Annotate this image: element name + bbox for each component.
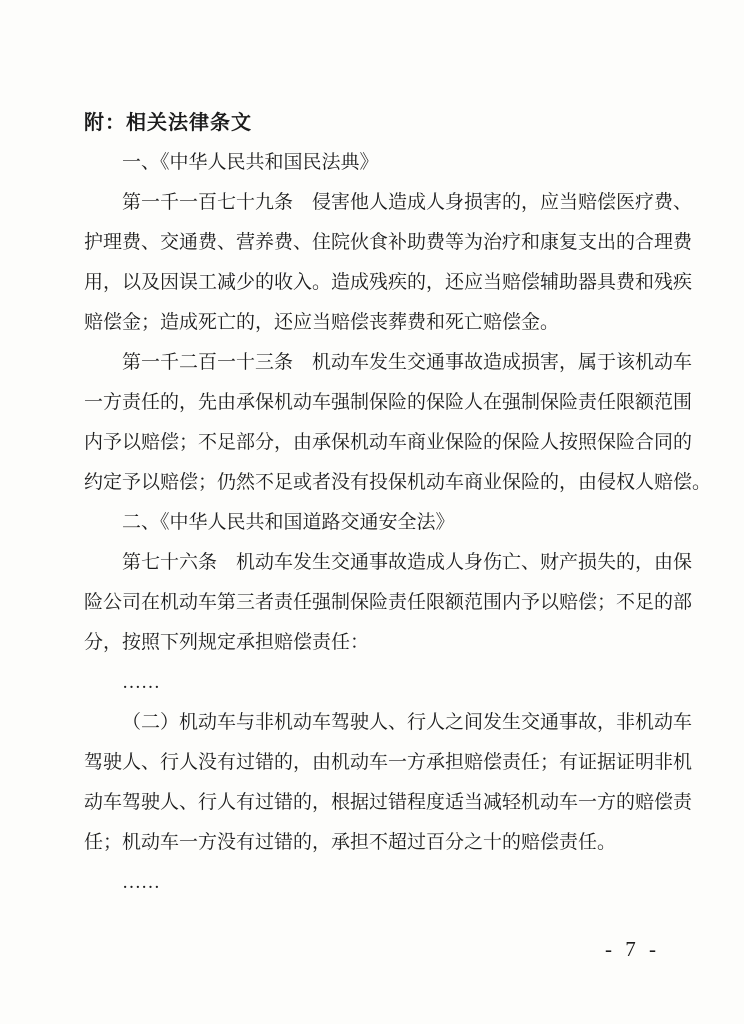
document-line: 一方责任的，先由承保机动车强制保险的保险人在强制保险责任限额范围 [84,392,693,413]
document-line-article76: 第七十六条 机动车发生交通事故造成人身伤亡、财产损失的，由保 [122,552,693,573]
attachment-heading: 附：相关法律条文 [84,112,252,134]
document-line-law1-title: 一、《中华人民共和国民法典》 [122,152,379,173]
document-line: 内予以赔偿；不足部分，由承保机动车商业保险的保险人按照保险合同的 [84,432,693,453]
document-line: 分，按照下列规定承担赔偿责任： [84,632,370,653]
document-line: 驾驶人、行人没有过错的，由机动车一方承担赔偿责任；有证据证明非机 [84,752,693,773]
document-line-ellipsis: …… [122,672,160,693]
document-line: 护理费、交通费、营养费、住院伙食补助费等为治疗和康复支出的合理费 [84,232,693,253]
document-line: 动车驾驶人、行人有过错的，根据过错程度适当减轻机动车一方的赔偿责 [84,792,693,813]
document-line: 任；机动车一方没有过错的，承担不超过百分之十的赔偿责任。 [84,832,617,853]
document-line-law2-title: 二、《中华人民共和国道路交通安全法》 [122,512,455,533]
page-number: - 7 - [605,937,660,961]
document-line: 赔偿金；造成死亡的，还应当赔偿丧葬费和死亡赔偿金。 [84,312,560,333]
document-line-article1213: 第一千二百一十三条 机动车发生交通事故造成损害，属于该机动车 [122,352,693,373]
document-line: 险公司在机动车第三者责任强制保险责任限额范围内予以赔偿；不足的部 [84,592,693,613]
document-line-ellipsis: …… [122,872,160,893]
document-line-article1179: 第一千一百七十九条 侵害他人造成人身损害的，应当赔偿医疗费、 [122,192,693,213]
page-content [84,103,724,903]
document-line-item2: （二）机动车与非机动车驾驶人、行人之间发生交通事故，非机动车 [122,712,693,733]
document-line: 约定予以赔偿；仍然不足或者没有投保机动车商业保险的，由侵权人赔偿。 [84,472,712,493]
document-line: 用，以及因误工减少的收入。造成残疾的，还应当赔偿辅助器具费和残疾 [84,272,693,293]
